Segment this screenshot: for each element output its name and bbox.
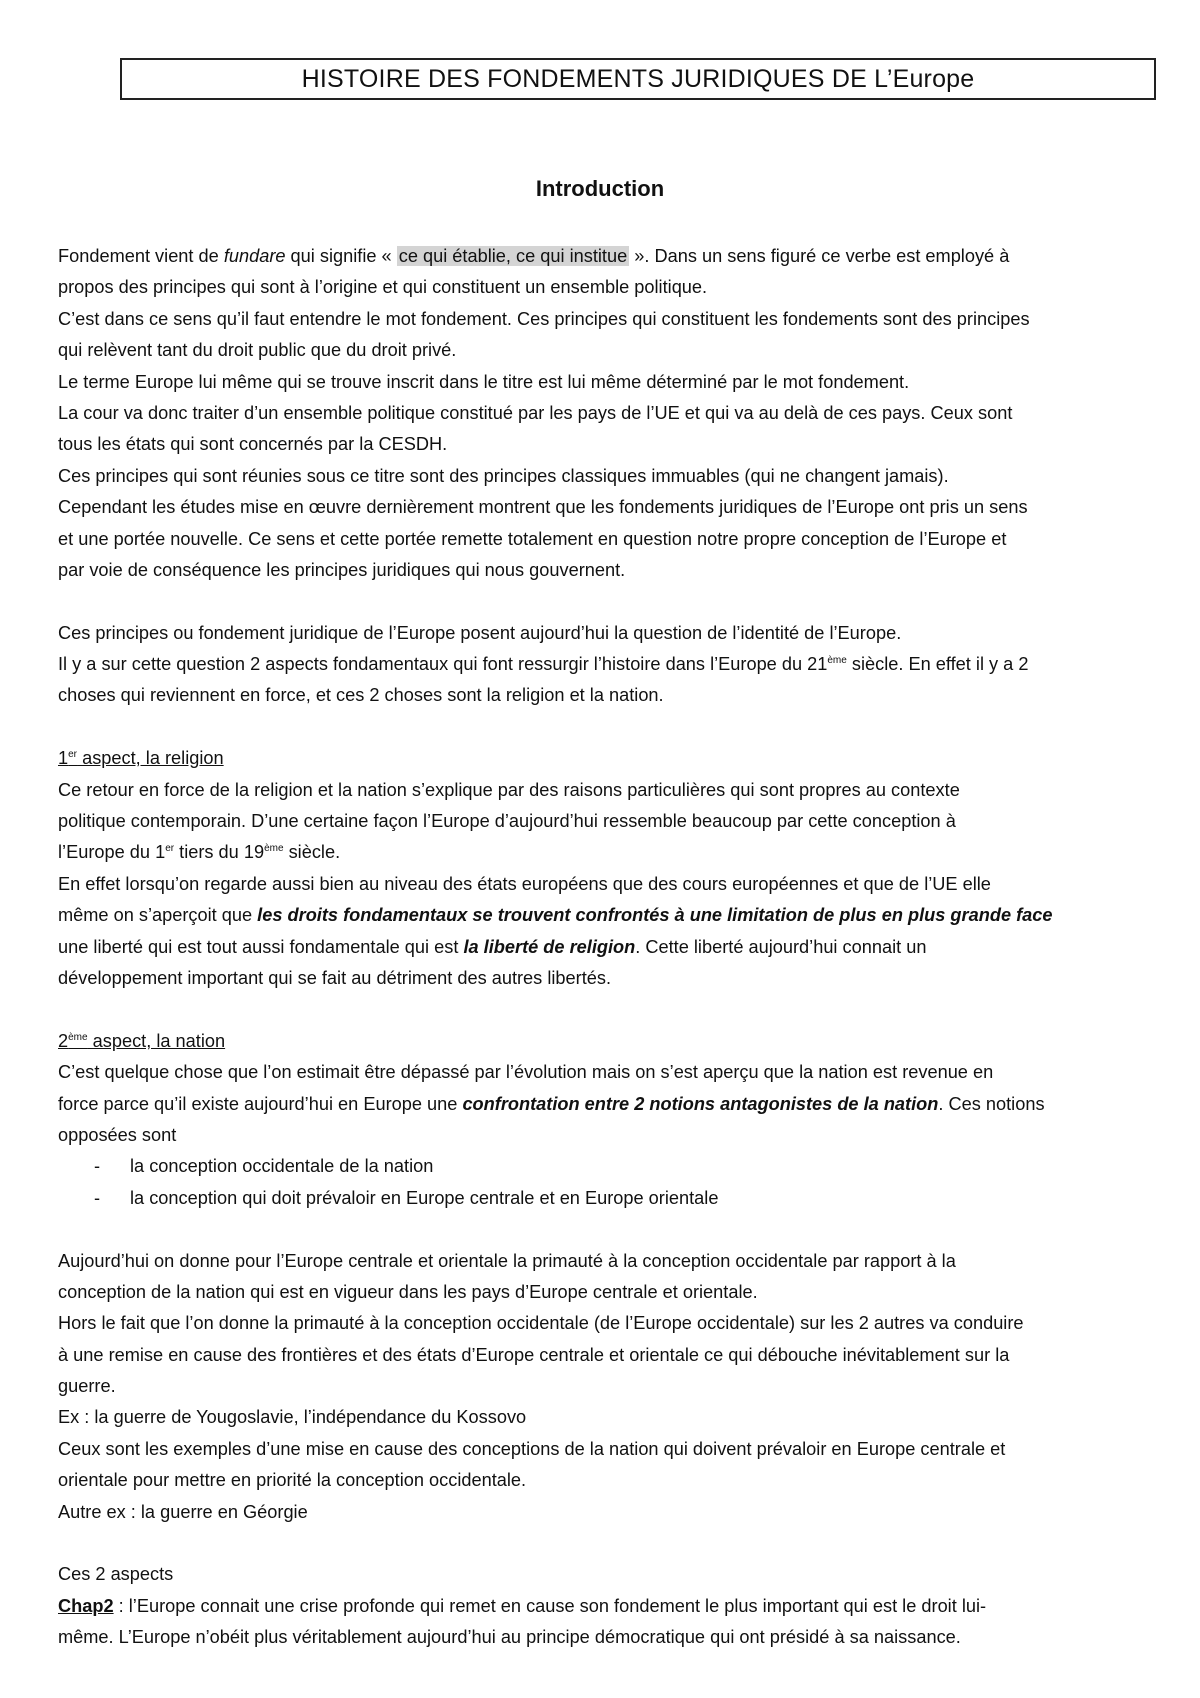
text-run: force parce qu’il existe aujourd’hui en Europe une <box>58 1093 463 1114</box>
paragraph-line: Cependant les études mise en œuvre dernièrement montrent que les fondements juridiques de l’Europe ont pris un sens <box>58 497 1028 518</box>
paragraph-line <box>58 649 1148 680</box>
paragraph-line: Ce retour en force de la religion et la nation s’explique par des raisons particulières qui sont propres au contexte <box>58 779 960 800</box>
bullet-dash-icon: - <box>94 1187 101 1208</box>
paragraph-line: à une remise en cause des frontières et des états d’Europe centrale et orientale ce qui débouche inévitablement sur la <box>58 1344 1010 1365</box>
paragraph-line <box>58 932 1148 963</box>
paragraph-gap <box>58 994 1148 1025</box>
text-run: qui signifie « <box>285 246 397 266</box>
superscript: ème <box>264 843 284 855</box>
paragraph-line: Ces principes qui sont réunies sous ce titre sont des principes classiques immuables (qui ne changent jamais). <box>58 465 949 486</box>
paragraph-line <box>58 1591 1148 1622</box>
paragraph-line: opposées sont <box>58 1124 177 1145</box>
text-run: l’Europe du 1 <box>58 842 166 863</box>
paragraph-line: conception de la nation qui est en vigueur dans les pays d’Europe centrale et orientale. <box>58 1281 758 1302</box>
paragraph-line: choses qui reviennent en force, et ces 2 choses sont la religion et la nation. <box>58 685 664 706</box>
paragraph-line: La cour va donc traiter d’un ensemble politique constitué par les pays de l’UE et qui va au delà de ces pays. Ceux sont <box>58 402 1013 423</box>
section-heading-religion <box>58 743 1148 774</box>
text-run: : l’Europe connait une crise profonde qui remet en cause son fondement le plus important qui est le droit lui- <box>113 1595 987 1616</box>
paragraph-gap <box>58 586 1148 617</box>
text-run: siècle. <box>283 842 341 863</box>
text-run: tiers du 19 <box>174 842 265 863</box>
paragraph-line: orientale pour mettre en priorité la conception occidentale. <box>58 1470 527 1491</box>
list-item <box>58 1183 1148 1214</box>
paragraph-line: même. L’Europe n’obéit plus véritablement aujourd’hui au principe démocratique qui ont présidé à sa naissance. <box>58 1627 961 1648</box>
paragraph-line: guerre. <box>58 1376 116 1397</box>
superscript: ème <box>68 1031 88 1043</box>
highlighted-text: ce qui établie, ce qui institue <box>398 246 628 266</box>
paragraph-line: Autre ex : la guerre en Géorgie <box>58 1501 308 1522</box>
list-item-text: la conception occidentale de la nation <box>130 1156 434 1177</box>
emphasized-text: confrontation entre 2 notions antagonistes de la nation <box>462 1093 939 1114</box>
text-run: même on s’aperçoit que <box>58 905 258 926</box>
text-run: . Cette liberté aujourd’hui connait un <box>635 936 927 957</box>
paragraph-line <box>58 1089 1148 1120</box>
paragraph-line: Ces 2 aspects <box>58 1564 174 1585</box>
list-item-text: la conception qui doit prévaloir en Europe centrale et en Europe orientale <box>130 1187 719 1208</box>
paragraph-line: tous les états qui sont concernés par la CESDH. <box>58 434 448 455</box>
paragraph-line: Ex : la guerre de Yougoslavie, l’indépendance du Kossovo <box>58 1407 527 1428</box>
heading-label: aspect, la religion <box>77 748 224 769</box>
superscript: er <box>165 843 175 855</box>
emphasized-text: la liberté de religion <box>463 936 636 957</box>
paragraph-gap <box>58 1528 1148 1559</box>
text-run: ». Dans un sens figuré ce verbe est employé à <box>629 246 1010 266</box>
paragraph-line <box>58 837 1148 868</box>
chapter-label: Chap2 <box>58 1595 114 1616</box>
heading-label: aspect, la nation <box>87 1030 226 1051</box>
italic-term: fundare <box>223 246 286 266</box>
section-heading-text <box>58 748 224 768</box>
paragraph-line <box>58 900 1148 931</box>
emphasized-text: les droits fondamentaux se trouvent confrontés à une limitation de plus en plus grande face <box>257 905 1053 926</box>
text-run: . Ces notions <box>938 1093 1045 1114</box>
paragraph-line: C’est quelque chose que l’on estimait être dépassé par l’évolution mais on s’est aperçu que la nation est revenue en <box>58 1062 994 1083</box>
paragraph-line: par voie de conséquence les principes juridiques qui nous gouvernent. <box>58 559 626 580</box>
superscript: ème <box>827 655 847 667</box>
paragraph-line <box>58 241 1148 272</box>
paragraph-line: Ceux sont les exemples d’une mise en cause des conceptions de la nation qui doivent prévaloir en Europe centrale et <box>58 1438 1006 1459</box>
paragraph-line: politique contemporain. D’une certaine façon l’Europe d’aujourd’hui ressemble beaucoup par cette conception à <box>58 811 956 832</box>
paragraph-line: Hors le fait que l’on donne la primauté à la conception occidentale (de l’Europe occidentale) sur les 2 autres va conduire <box>58 1313 1024 1334</box>
paragraph-line: Le terme Europe lui même qui se trouve inscrit dans le titre est lui même déterminé par le mot fondement. <box>58 371 910 392</box>
paragraph-line: Ces principes ou fondement juridique de l’Europe posent aujourd’hui la question de l’identité de l’Europe. <box>58 622 902 643</box>
section-heading-nation <box>58 1026 1148 1057</box>
paragraph-line: Aujourd’hui on donne pour l’Europe centrale et orientale la primauté à la conception occidentale par rapport à la <box>58 1250 956 1271</box>
document-title: HISTOIRE DES FONDEMENTS JURIDIQUES DE L’Europe <box>301 64 975 93</box>
paragraph-line: C’est dans ce sens qu’il faut entendre le mot fondement. Ces principes qui constituent les fondements sont des principes <box>58 308 1030 329</box>
section-heading-text <box>58 1031 225 1051</box>
document-body <box>58 241 1148 1654</box>
superscript: er <box>68 749 78 761</box>
paragraph-line: développement important qui se fait au détriment des autres libertés. <box>58 967 612 988</box>
text-run: siècle. En effet il y a 2 <box>846 654 1029 675</box>
list-item <box>58 1151 1148 1182</box>
heading-number: 2 <box>58 1030 69 1051</box>
paragraph-line: propos des principes qui sont à l’origine et qui constituent un ensemble politique. <box>58 277 708 298</box>
document-title-box <box>120 58 1156 100</box>
introduction-heading: Introduction <box>535 176 665 201</box>
paragraph-line: et une portée nouvelle. Ce sens et cette portée remette totalement en question notre propre conception de l’Europe et <box>58 528 1007 549</box>
heading-number: 1 <box>58 748 69 769</box>
paragraph-line: qui relèvent tant du droit public que du droit privé. <box>58 340 457 361</box>
bullet-dash-icon: - <box>94 1156 101 1177</box>
paragraph-gap <box>58 1214 1148 1245</box>
paragraph-gap <box>58 712 1148 743</box>
text-run: Fondement vient de <box>58 246 224 266</box>
paragraph-line: En effet lorsqu’on regarde aussi bien au niveau des états européens que des cours européennes et que de l’UE elle <box>58 873 991 894</box>
text-run: une liberté qui est tout aussi fondamentale qui est <box>58 936 464 957</box>
text-run: Il y a sur cette question 2 aspects fondamentaux qui font ressurgir l’histoire dans l’Europe du 21 <box>58 654 828 675</box>
